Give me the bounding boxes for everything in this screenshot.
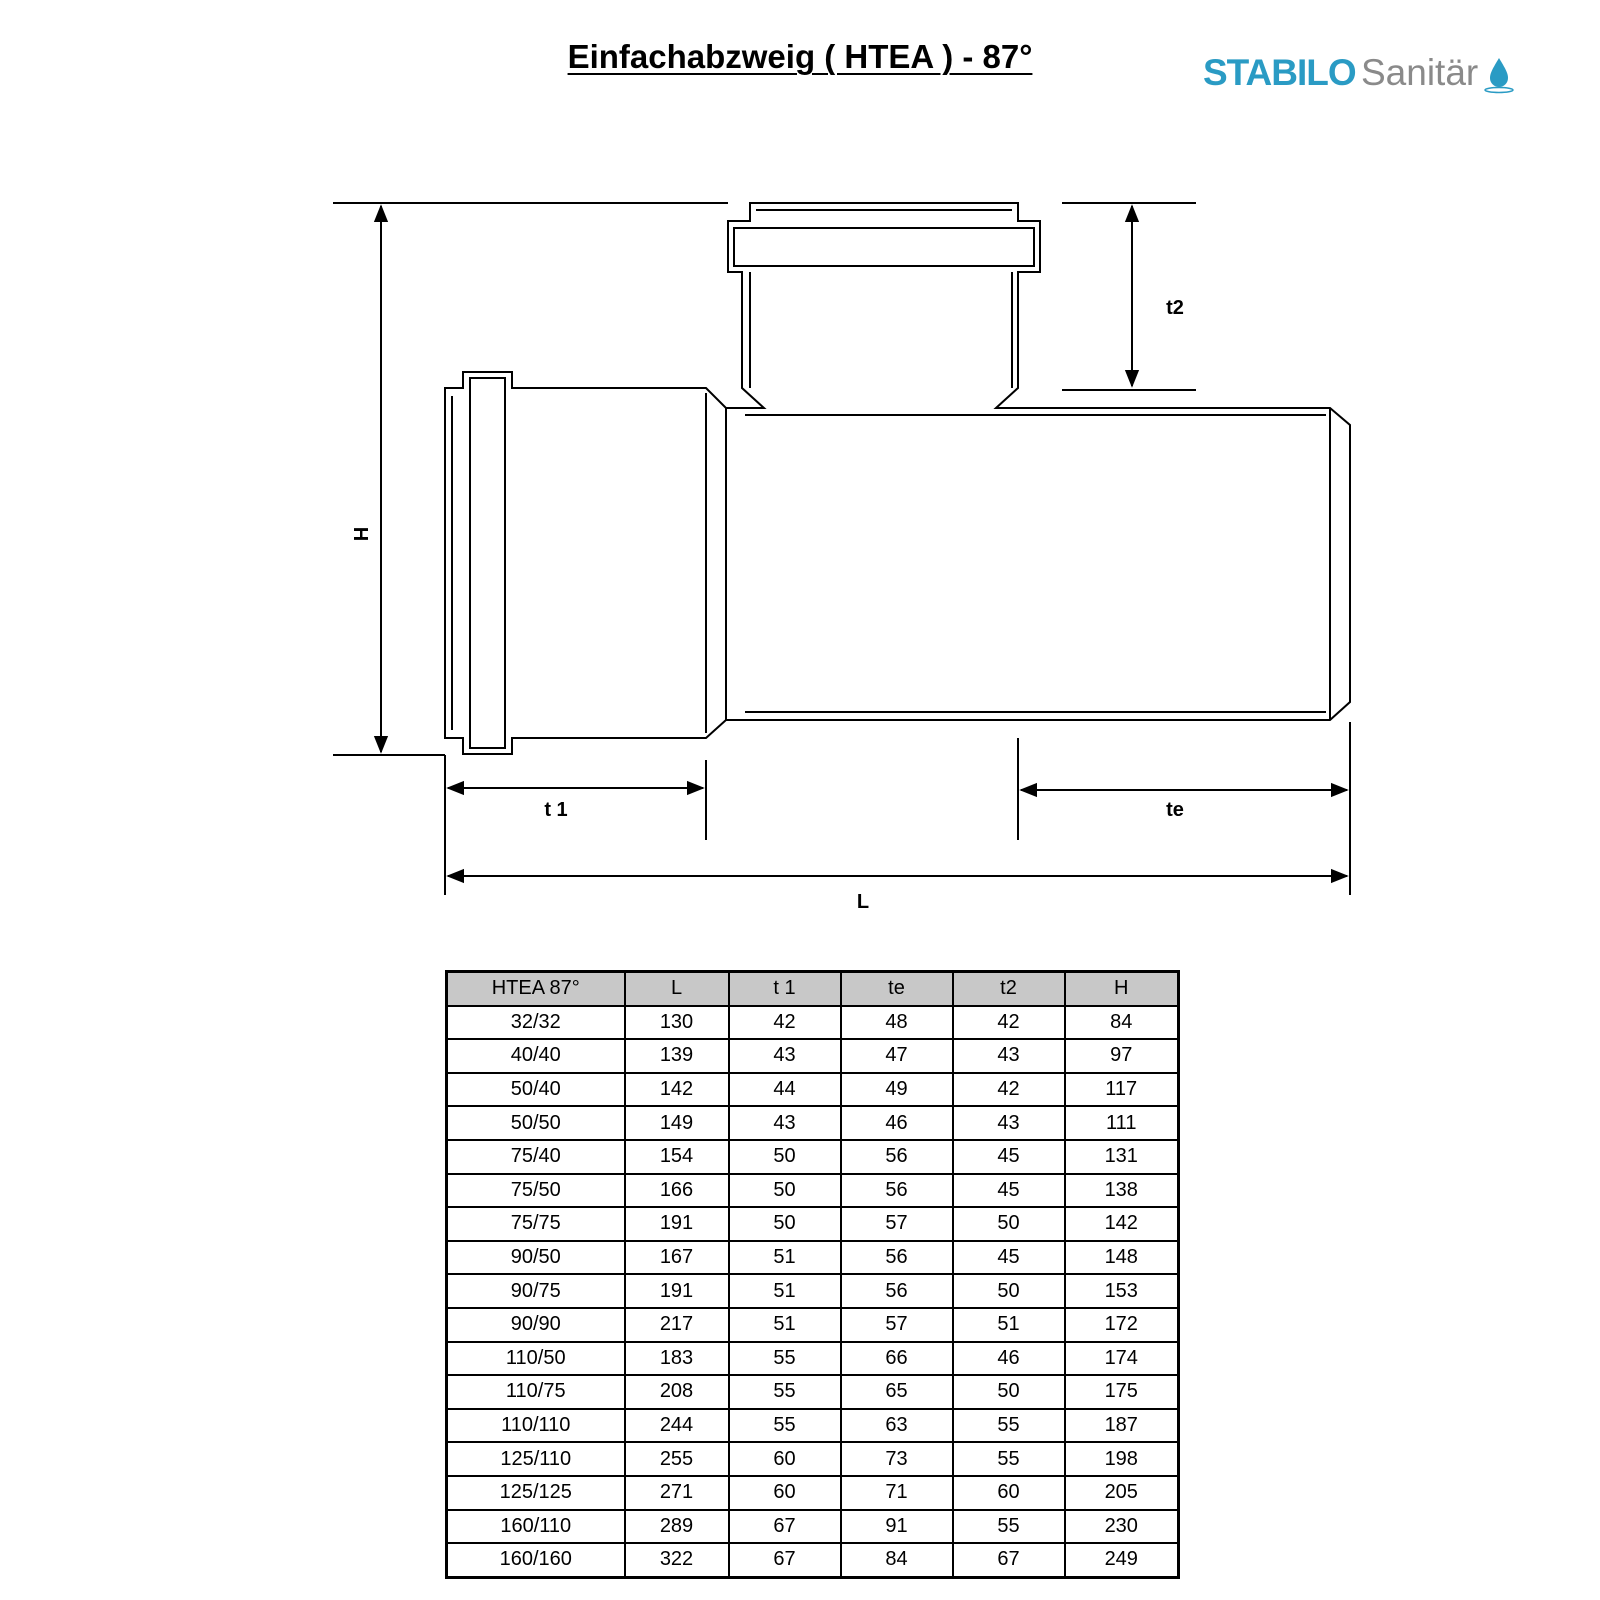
table-cell: 125/125 [447, 1476, 625, 1510]
table-cell: 67 [953, 1543, 1065, 1577]
table-cell: 55 [729, 1342, 841, 1376]
table-cell: 205 [1065, 1476, 1179, 1510]
table-cell: 42 [953, 1073, 1065, 1107]
label-t2: t2 [1166, 297, 1184, 319]
table-cell: 187 [1065, 1409, 1179, 1443]
table-cell: 63 [841, 1409, 953, 1443]
table-cell: 183 [625, 1342, 729, 1376]
table-cell: 50 [953, 1274, 1065, 1308]
table-cell: 50/40 [447, 1073, 625, 1107]
table-cell: 60 [953, 1476, 1065, 1510]
table-cell: 148 [1065, 1241, 1179, 1275]
table-cell: 66 [841, 1342, 953, 1376]
table-cell: 50/50 [447, 1106, 625, 1140]
table-cell: 50 [953, 1207, 1065, 1241]
table-cell: 51 [729, 1308, 841, 1342]
table-cell: 153 [1065, 1274, 1179, 1308]
table-row [447, 1106, 1179, 1140]
table-cell: 75/75 [447, 1207, 625, 1241]
table-cell: 60 [729, 1476, 841, 1510]
table-cell: 67 [729, 1510, 841, 1544]
label-t1: t 1 [544, 799, 568, 821]
table-row [447, 1543, 1179, 1577]
table-row [447, 1274, 1179, 1308]
table-cell: 149 [625, 1106, 729, 1140]
table-cell: 174 [1065, 1342, 1179, 1376]
table-cell: 110/110 [447, 1409, 625, 1443]
table-cell: 65 [841, 1375, 953, 1409]
table-row [447, 1073, 1179, 1107]
table-cell: 50 [729, 1207, 841, 1241]
table-cell: 84 [1065, 1006, 1179, 1040]
fitting-outline [445, 203, 1350, 754]
table-cell: 32/32 [447, 1006, 625, 1040]
table-row [447, 1241, 1179, 1275]
table-cell: 56 [841, 1174, 953, 1208]
table-cell: 55 [729, 1409, 841, 1443]
table-row [447, 1308, 1179, 1342]
table-cell: 154 [625, 1140, 729, 1174]
table-cell: 289 [625, 1510, 729, 1544]
table-cell: 142 [625, 1073, 729, 1107]
table-cell: 51 [729, 1241, 841, 1275]
table-row [447, 1174, 1179, 1208]
table-cell: 56 [841, 1274, 953, 1308]
table-cell: 91 [841, 1510, 953, 1544]
table-cell: 73 [841, 1442, 953, 1476]
table-cell: 55 [953, 1442, 1065, 1476]
table-cell: 90/50 [447, 1241, 625, 1275]
table-cell: 55 [953, 1510, 1065, 1544]
table-cell: 244 [625, 1409, 729, 1443]
table-row [447, 1342, 1179, 1376]
extension-lines [333, 203, 1350, 895]
table-row [447, 1140, 1179, 1174]
table-cell: 139 [625, 1039, 729, 1073]
table-cell: 142 [1065, 1207, 1179, 1241]
table-cell: 71 [841, 1476, 953, 1510]
table-cell: 110/50 [447, 1342, 625, 1376]
table-cell: 160/110 [447, 1510, 625, 1544]
table-cell: 255 [625, 1442, 729, 1476]
table-cell: 43 [953, 1106, 1065, 1140]
table-row [447, 1039, 1179, 1073]
table-cell: 60 [729, 1442, 841, 1476]
label-L: L [856, 891, 870, 913]
table-cell: 46 [953, 1342, 1065, 1376]
table-cell: 56 [841, 1241, 953, 1275]
table-cell: 172 [1065, 1308, 1179, 1342]
header-cell: H [1065, 972, 1179, 1006]
table-cell: 47 [841, 1039, 953, 1073]
table-cell: 46 [841, 1106, 953, 1140]
table-cell: 40/40 [447, 1039, 625, 1073]
table-cell: 43 [953, 1039, 1065, 1073]
header-cell: t2 [953, 972, 1065, 1006]
table-cell: 160/160 [447, 1543, 625, 1577]
table-cell: 45 [953, 1241, 1065, 1275]
table-cell: 97 [1065, 1039, 1179, 1073]
table-cell: 43 [729, 1039, 841, 1073]
table-cell: 249 [1065, 1543, 1179, 1577]
table-cell: 191 [625, 1207, 729, 1241]
dimension-arrows [381, 206, 1347, 876]
table-cell: 111 [1065, 1106, 1179, 1140]
table-cell: 50 [953, 1375, 1065, 1409]
table-cell: 51 [729, 1274, 841, 1308]
table-cell: 42 [729, 1006, 841, 1040]
table-cell: 50 [729, 1174, 841, 1208]
table-row [447, 1207, 1179, 1241]
table-cell: 57 [841, 1308, 953, 1342]
table-cell: 90/75 [447, 1274, 625, 1308]
table-cell: 230 [1065, 1510, 1179, 1544]
table-cell: 130 [625, 1006, 729, 1040]
table-cell: 55 [953, 1409, 1065, 1443]
table-cell: 75/40 [447, 1140, 625, 1174]
table-cell: 44 [729, 1073, 841, 1107]
table-cell: 217 [625, 1308, 729, 1342]
label-te: te [1166, 799, 1184, 821]
table-cell: 45 [953, 1174, 1065, 1208]
label-H: H [349, 526, 371, 542]
table-cell: 57 [841, 1207, 953, 1241]
table-row [447, 1375, 1179, 1409]
table-cell: 166 [625, 1174, 729, 1208]
table-header-row [447, 972, 1179, 1006]
dimension-table [445, 970, 1180, 1579]
table-row [447, 1409, 1179, 1443]
table-cell: 175 [1065, 1375, 1179, 1409]
table-cell: 56 [841, 1140, 953, 1174]
table-cell: 50 [729, 1140, 841, 1174]
table-cell: 208 [625, 1375, 729, 1409]
header-cell: t 1 [729, 972, 841, 1006]
table-cell: 51 [953, 1308, 1065, 1342]
header-cell: HTEA 87° [447, 972, 625, 1006]
table-cell: 75/50 [447, 1174, 625, 1208]
table-cell: 45 [953, 1140, 1065, 1174]
table-cell: 138 [1065, 1174, 1179, 1208]
table-cell: 198 [1065, 1442, 1179, 1476]
table-cell: 110/75 [447, 1375, 625, 1409]
table-row [447, 1006, 1179, 1040]
header-cell: te [841, 972, 953, 1006]
header-cell: L [625, 972, 729, 1006]
table-cell: 131 [1065, 1140, 1179, 1174]
table-cell: 42 [953, 1006, 1065, 1040]
table-cell: 322 [625, 1543, 729, 1577]
table-cell: 125/110 [447, 1442, 625, 1476]
table-cell: 55 [729, 1375, 841, 1409]
table-row [447, 1442, 1179, 1476]
title-text: Einfachabzweig ( HTEA ) - 87° [567, 38, 1033, 75]
table-row [447, 1510, 1179, 1544]
table-cell: 43 [729, 1106, 841, 1140]
table-cell: 90/90 [447, 1308, 625, 1342]
dimension-labels [349, 297, 1184, 913]
table-cell: 191 [625, 1274, 729, 1308]
table-cell: 271 [625, 1476, 729, 1510]
table-row [447, 1476, 1179, 1510]
table-cell: 167 [625, 1241, 729, 1275]
logo-brand-text: STABILO [1203, 52, 1356, 93]
table-body [447, 1006, 1179, 1578]
table-cell: 48 [841, 1006, 953, 1040]
table-cell: 84 [841, 1543, 953, 1577]
table-cell: 117 [1065, 1073, 1179, 1107]
table-cell: 67 [729, 1543, 841, 1577]
logo-sub-text: Sanitär [1361, 52, 1479, 93]
table-cell: 49 [841, 1073, 953, 1107]
